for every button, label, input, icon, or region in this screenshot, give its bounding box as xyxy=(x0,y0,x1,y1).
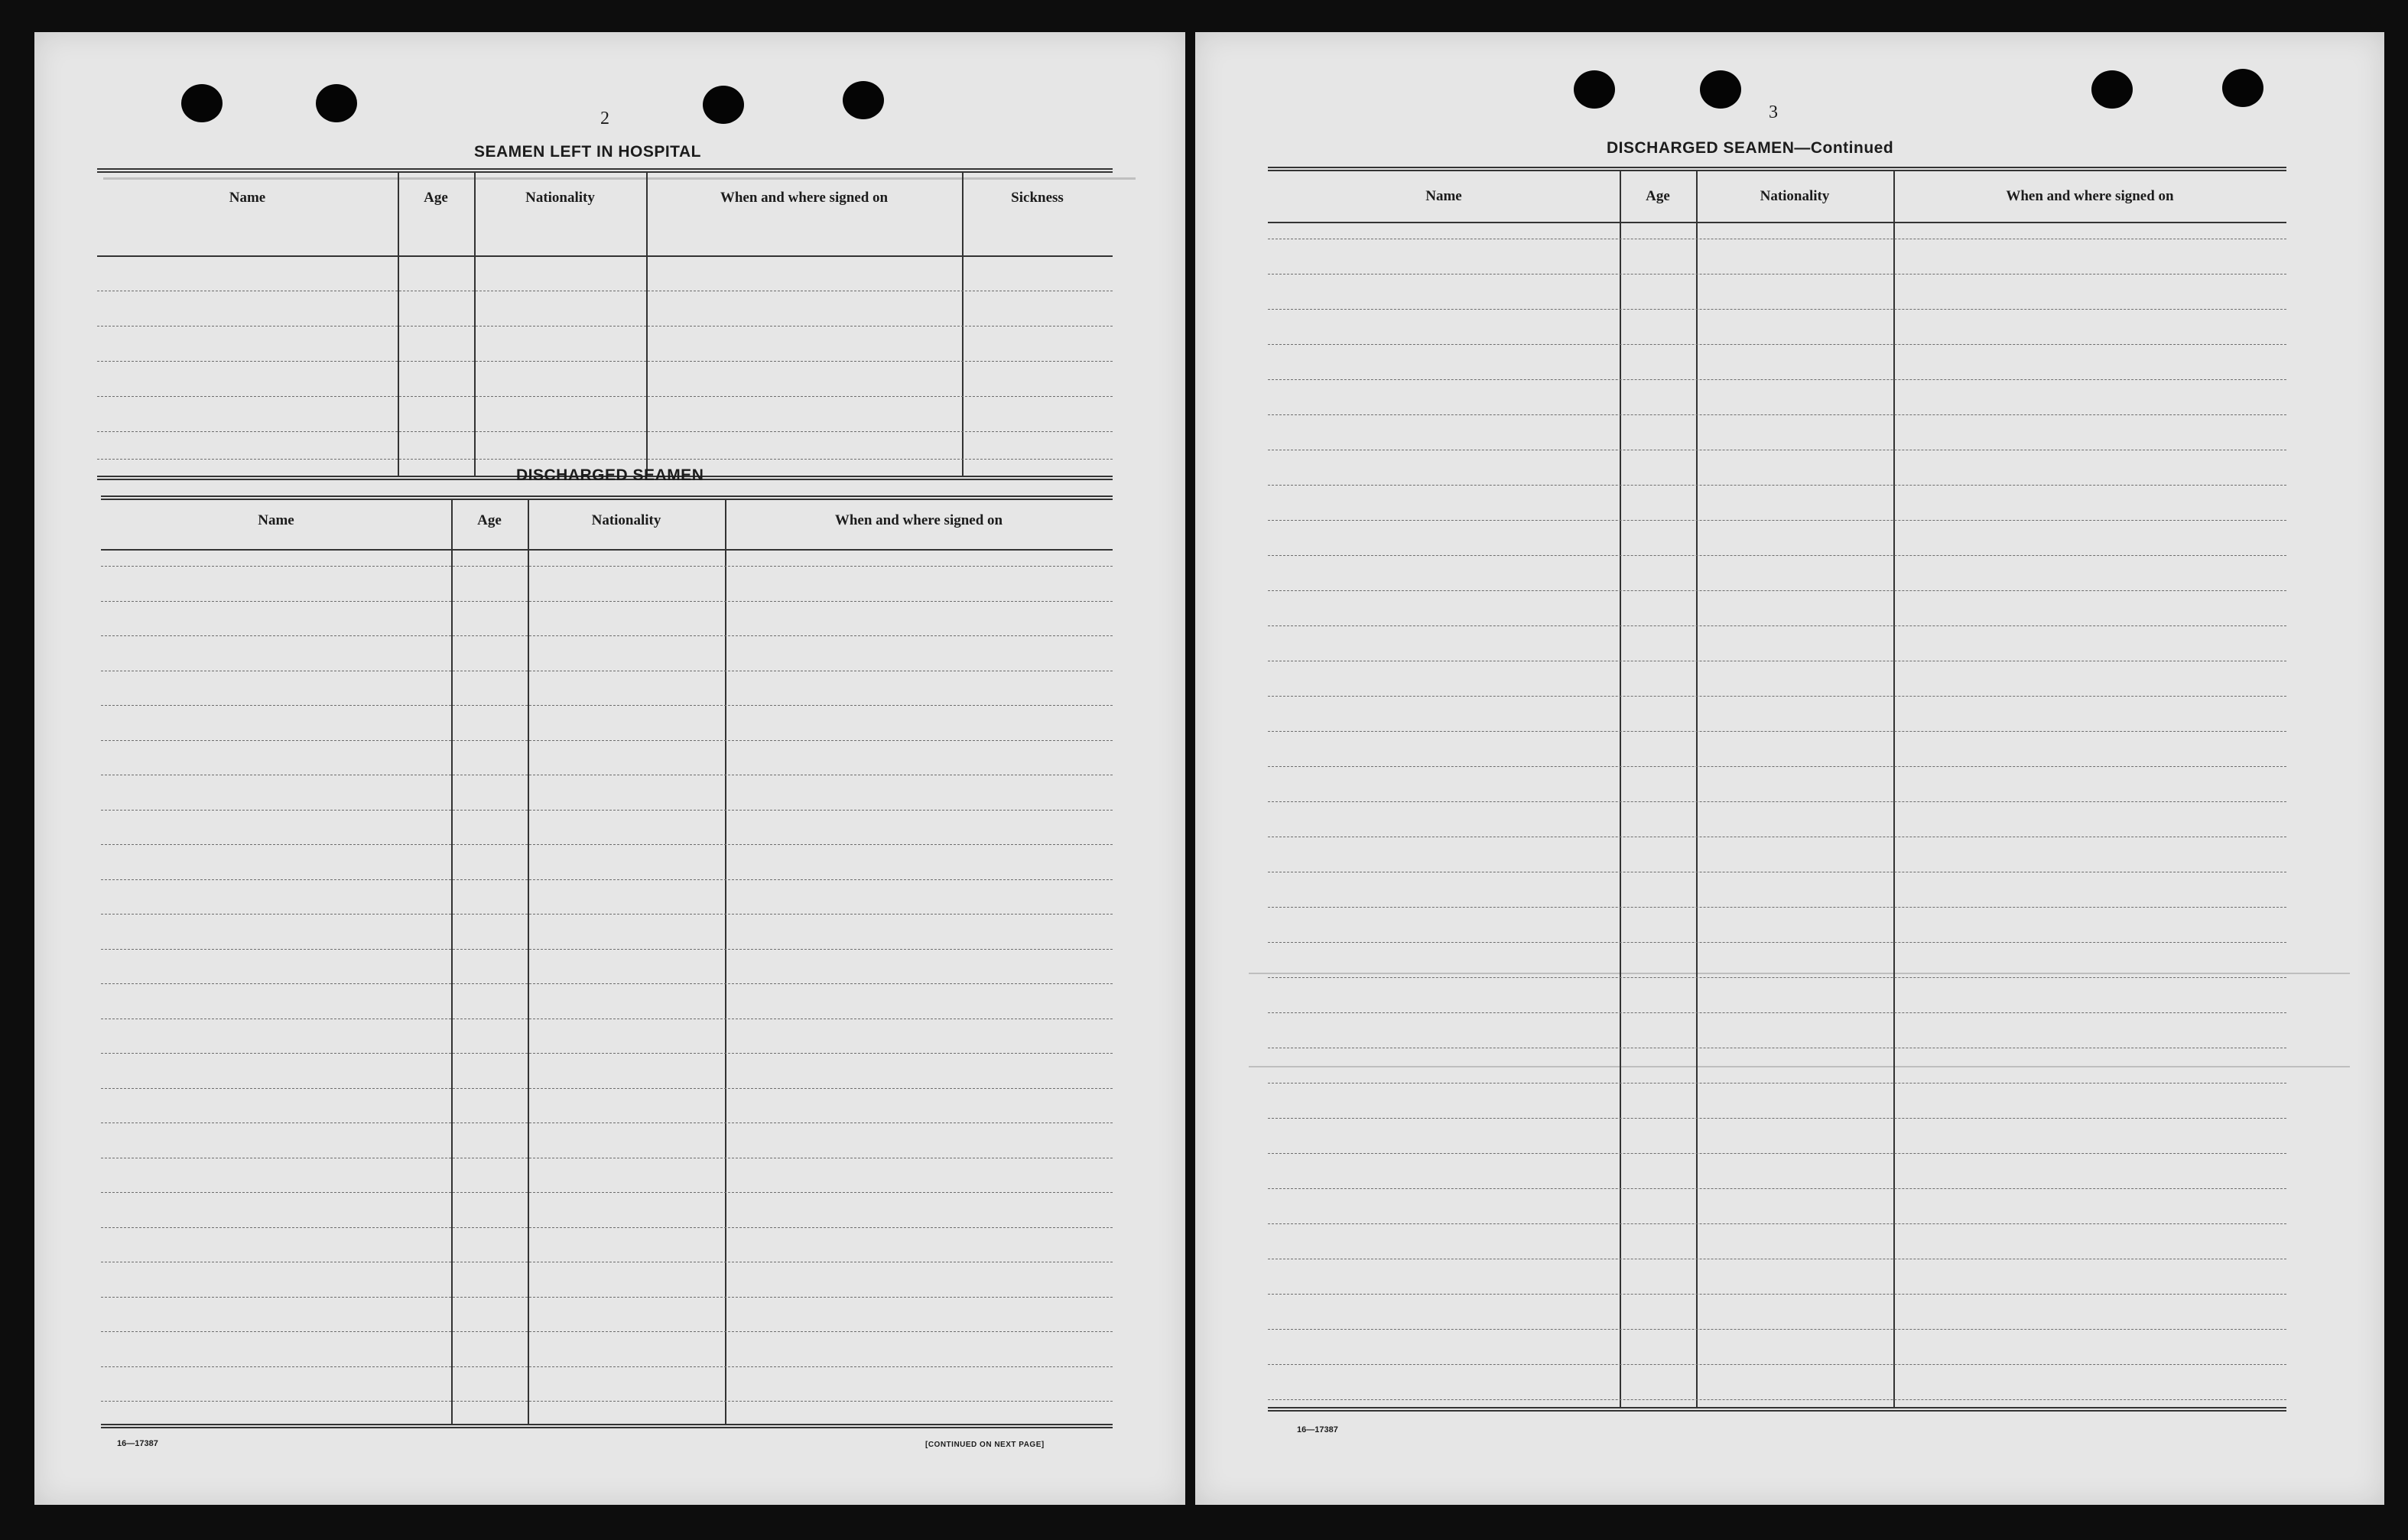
column-divider xyxy=(1620,171,1621,1407)
table-row xyxy=(1268,1294,2286,1295)
col-header-nationality: Nationality xyxy=(525,190,595,206)
table-row xyxy=(1268,520,2286,521)
col-header-age: Age xyxy=(477,512,502,528)
right-page xyxy=(1195,32,2384,1505)
table-bottom-rule xyxy=(1268,1407,2286,1412)
table-top-rule xyxy=(101,495,1113,500)
title-continued: —Continued xyxy=(1794,139,1894,157)
column-divider xyxy=(1893,171,1895,1407)
table-row xyxy=(101,983,1113,984)
left-page xyxy=(34,32,1185,1505)
punch-hole xyxy=(2091,70,2133,109)
col-header-signed-on: When and where signed on xyxy=(834,512,1003,528)
page-number: 3 xyxy=(1769,102,1778,122)
col-header-nationality: Nationality xyxy=(591,512,661,528)
header-rule xyxy=(97,255,1113,257)
table-row xyxy=(1268,977,2286,978)
column-divider xyxy=(1696,171,1698,1407)
table-row xyxy=(101,740,1113,741)
table-row xyxy=(1268,696,2286,697)
form-number: 16—17387 xyxy=(117,1439,158,1448)
table-row xyxy=(101,810,1113,811)
table-row xyxy=(101,949,1113,950)
hospital-section-title: SEAMEN LEFT IN HOSPITAL xyxy=(474,143,701,161)
discharged-table-header xyxy=(101,512,1113,529)
table-row xyxy=(1268,1399,2286,1400)
punch-hole xyxy=(1700,70,1741,109)
punch-hole xyxy=(1574,70,1615,109)
table-row xyxy=(1268,1188,2286,1189)
discharged-continued-title xyxy=(1607,139,1893,158)
table-row xyxy=(101,844,1113,845)
table-top-rule xyxy=(97,168,1113,173)
punch-hole xyxy=(2222,69,2263,107)
table-top-rule xyxy=(1268,167,2286,171)
table-row xyxy=(97,326,1113,327)
table-row xyxy=(1268,1364,2286,1365)
col-header-name: Name xyxy=(1425,188,1462,204)
table-row xyxy=(1268,414,2286,415)
table-row xyxy=(97,459,1113,460)
header-rule xyxy=(1268,222,2286,223)
punch-hole xyxy=(843,81,884,119)
col-header-sickness: Sickness xyxy=(1011,190,1064,206)
discharged-continued-table xyxy=(1268,167,2286,1459)
table-row xyxy=(101,879,1113,880)
table-row xyxy=(101,1192,1113,1193)
table-row xyxy=(1268,1223,2286,1224)
table-row xyxy=(101,601,1113,602)
col-header-name: Name xyxy=(229,190,266,206)
table-row xyxy=(1268,1329,2286,1330)
table-row xyxy=(101,1053,1113,1054)
table-row xyxy=(97,361,1113,362)
col-header-name: Name xyxy=(258,512,294,528)
punch-hole xyxy=(181,84,223,122)
table-row xyxy=(101,566,1113,567)
col-header-age: Age xyxy=(424,190,448,206)
punch-hole xyxy=(316,84,357,122)
table-row xyxy=(1268,485,2286,486)
table-row xyxy=(1268,309,2286,310)
discharged-table xyxy=(101,495,1113,1463)
column-divider xyxy=(725,500,726,1425)
table-row xyxy=(1268,942,2286,943)
table-row xyxy=(101,1297,1113,1298)
header-rule xyxy=(101,549,1113,551)
hospital-table xyxy=(97,168,1113,482)
table-row xyxy=(1268,1118,2286,1119)
discharged-section-title: DISCHARGED SEAMEN xyxy=(516,466,704,484)
table-row xyxy=(101,1227,1113,1228)
table-row xyxy=(101,914,1113,915)
table-row xyxy=(1268,731,2286,732)
form-number: 16—17387 xyxy=(1297,1425,1338,1434)
table-row xyxy=(1268,344,2286,345)
col-header-age: Age xyxy=(1646,188,1670,204)
table-row xyxy=(101,635,1113,636)
table-row xyxy=(101,1331,1113,1332)
table-row xyxy=(1268,1153,2286,1154)
col-header-signed-on: When and where signed on xyxy=(2006,188,2174,204)
table-bottom-rule xyxy=(101,1424,1113,1428)
hospital-table-header xyxy=(97,190,1113,206)
table-row xyxy=(1268,766,2286,767)
table-row xyxy=(101,705,1113,706)
table-row xyxy=(1268,801,2286,802)
table-row xyxy=(1268,590,2286,591)
continued-note: [CONTINUED ON NEXT PAGE] xyxy=(925,1441,1045,1449)
table-row xyxy=(1268,1083,2286,1084)
table-row xyxy=(101,1088,1113,1089)
table-row xyxy=(97,396,1113,397)
table-row xyxy=(1268,625,2286,626)
punch-hole xyxy=(703,86,744,124)
table-row xyxy=(101,1366,1113,1367)
table-row xyxy=(97,431,1113,432)
col-header-signed-on: When and where signed on xyxy=(720,190,889,206)
continued-table-header xyxy=(1268,188,2286,205)
title-main: DISCHARGED SEAMEN xyxy=(1607,139,1795,157)
col-header-nationality: Nationality xyxy=(1760,188,1830,204)
table-row xyxy=(1268,907,2286,908)
table-row xyxy=(1268,274,2286,275)
page-number: 2 xyxy=(600,109,609,128)
table-row xyxy=(1268,1012,2286,1013)
table-row xyxy=(1268,379,2286,380)
table-row xyxy=(101,1401,1113,1402)
table-row xyxy=(1268,555,2286,556)
column-divider xyxy=(451,500,453,1425)
column-divider xyxy=(528,500,529,1425)
